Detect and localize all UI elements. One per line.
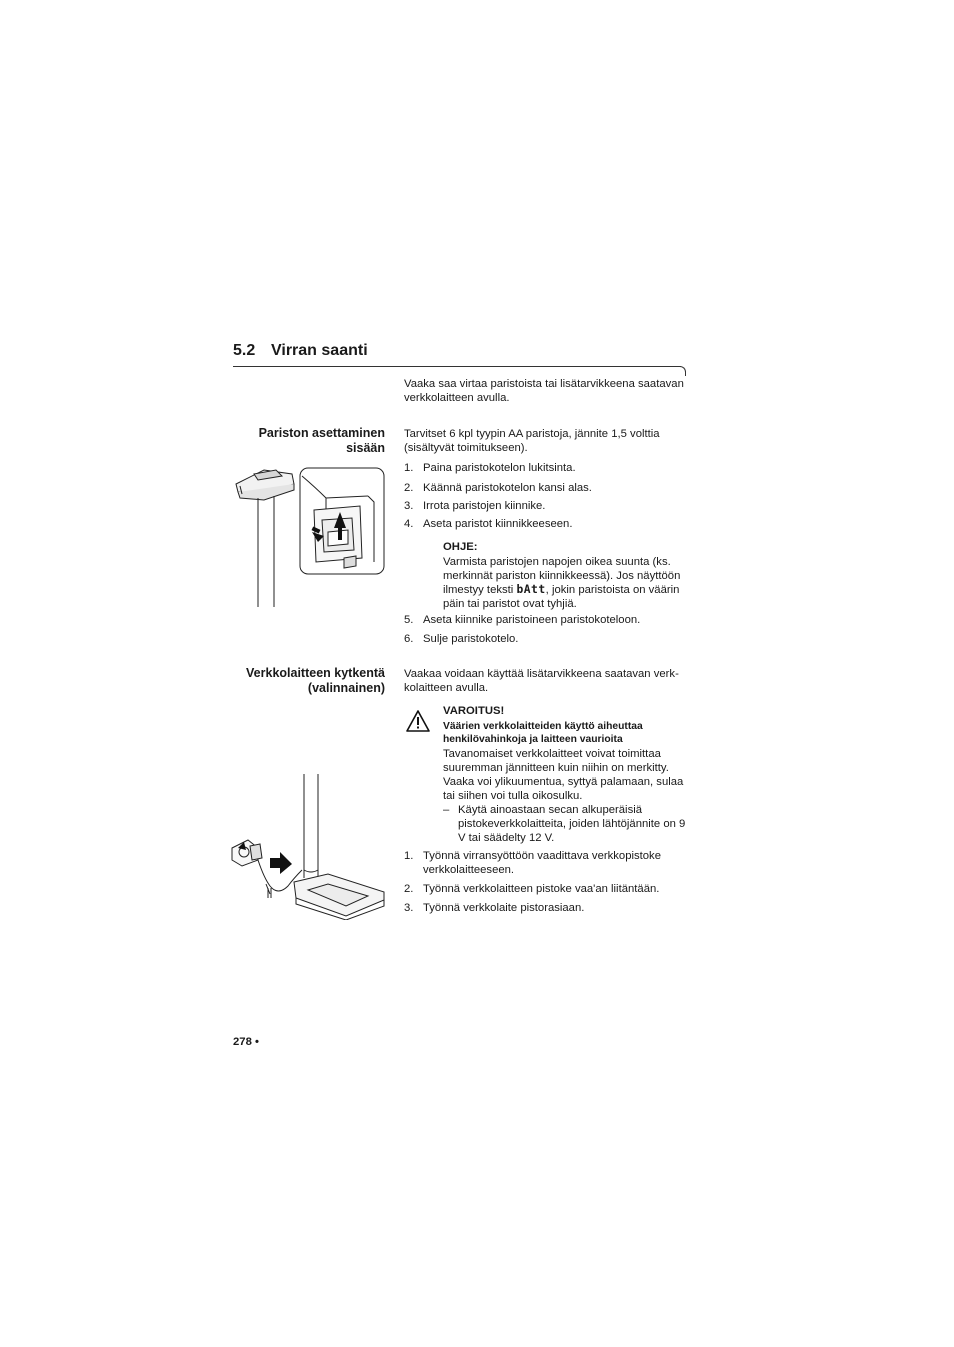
step-text: Työnnä verkkolaitteen pistoke vaa'an liitäntään. xyxy=(423,883,660,895)
section-number: 5.2 xyxy=(233,342,256,359)
adapter-description xyxy=(404,667,679,695)
step-text xyxy=(423,849,661,877)
warning-bullet-line: V tai säädelty 12 V. xyxy=(458,832,555,844)
step-text: Aseta kiinnike paristoineen paristokoteloon. xyxy=(423,614,641,626)
step-text: Paina paristokotelon lukitsinta. xyxy=(423,462,576,474)
step-text: Työnnä verkkolaite pistorasiaan. xyxy=(423,902,585,914)
warning-subheading xyxy=(443,720,693,746)
battery-heading xyxy=(185,426,385,456)
step-number: 2. xyxy=(404,482,414,494)
step-text: Käännä paristokotelon kansi alas. xyxy=(423,482,592,494)
battery-description xyxy=(404,427,660,455)
battery-compartment-illustration xyxy=(228,462,388,610)
step-number: 1. xyxy=(404,850,414,862)
adapter-connection-illustration xyxy=(228,770,390,920)
note-line: Varmista paristojen napojen oikea suunta (ks. xyxy=(443,556,671,568)
adapter-heading xyxy=(165,666,385,696)
step-text-line: verkkolaitteeseen. xyxy=(423,864,515,876)
step-number: 3. xyxy=(404,902,414,914)
adapter-step-1 xyxy=(404,849,694,877)
battery-step-2 xyxy=(404,481,694,495)
note-body xyxy=(443,555,693,611)
note-heading: OHJE: xyxy=(443,541,478,553)
note-line xyxy=(443,583,693,597)
page-number: 278 • xyxy=(233,1036,259,1048)
step-number: 2. xyxy=(404,883,414,895)
adapter-heading-line2: (valinnainen) xyxy=(307,681,385,695)
heading-rule-hook xyxy=(680,366,686,376)
warning-bullet-line: Käytä ainoastaan secan alkuperäisiä xyxy=(458,804,643,816)
warning-body-line: Tavanomaiset verkkolaitteet voivat toimittaa xyxy=(443,748,661,760)
intro-paragraph: Vaaka saa virtaa paristoista tai lisätarvikkeena saatavan verkkolaitteen avulla. xyxy=(404,378,684,404)
battery-step-6 xyxy=(404,632,694,646)
battery-step-4 xyxy=(404,517,694,531)
step-number: 6. xyxy=(404,633,414,645)
adapter-desc-line1: Vaakaa voidaan käyttää lisätarvikkeena saatavan verk- xyxy=(404,668,679,680)
battery-heading-line2: sisään xyxy=(346,441,385,455)
step-text-line: Työnnä virransyöttöön vaadittava verkkopistoke xyxy=(423,850,661,862)
heading-rule xyxy=(233,366,681,367)
battery-step-1 xyxy=(404,461,694,475)
step-text: Irrota paristojen kiinnike. xyxy=(423,500,546,512)
note-line3-pre: ilmestyy teksti xyxy=(443,584,517,596)
adapter-heading-line1: Verkkolaitteen kytkentä xyxy=(246,666,385,680)
step-number: 3. xyxy=(404,500,414,512)
warning-heading: VAROITUS! xyxy=(443,705,505,717)
warning-triangle-icon xyxy=(405,709,431,733)
warning-body-line: Vaaka voi ylikuumentua, syttyä palamaan, sulaa xyxy=(443,776,684,788)
note-line: merkinnät pariston kiinnikkeessä). Jos näyttöön xyxy=(443,570,681,582)
warning-dash: – xyxy=(443,804,450,816)
note-line3-post: , jokin paristoista on väärin xyxy=(545,584,680,596)
adapter-step-2 xyxy=(404,882,694,896)
warning-bullet-line: pistokeverkkolaitteita, joiden lähtöjännite on 9 xyxy=(458,818,686,830)
note-line: päin tai paristot ovat tyhjiä. xyxy=(443,598,577,610)
warning-bullet xyxy=(458,803,698,845)
step-number: 1. xyxy=(404,462,414,474)
warning-body xyxy=(443,747,693,803)
battery-desc-line1: Tarvitset 6 kpl tyypin AA paristoja, jännite 1,5 volttia xyxy=(404,428,660,440)
warning-sub-line: henkilövahinkoja ja laitteen vaurioita xyxy=(443,734,623,745)
step-number: 4. xyxy=(404,518,414,530)
warning-sub-line: Väärien verkkolaitteiden käyttö aiheuttaa xyxy=(443,721,643,732)
step-text: Aseta paristot kiinnikkeeseen. xyxy=(423,518,573,530)
step-number: 5. xyxy=(404,614,414,626)
battery-step-5 xyxy=(404,613,694,627)
battery-desc-line2: (sisältyvät toimitukseen). xyxy=(404,442,528,454)
batt-display-text: bAtt xyxy=(516,583,546,596)
battery-step-3 xyxy=(404,499,694,513)
adapter-desc-line2: kolaitteen avulla. xyxy=(404,682,489,694)
step-text: Sulje paristokotelo. xyxy=(423,633,519,645)
section-title: Virran saanti xyxy=(271,342,368,359)
warning-body-line: suuremman jännitteen kuin niihin on merkitty. xyxy=(443,762,669,774)
warning-body-line: tai siihen voi tulla oikosulku. xyxy=(443,790,583,802)
adapter-step-3 xyxy=(404,901,694,915)
section-heading xyxy=(233,342,368,360)
battery-heading-line1: Pariston asettaminen xyxy=(258,426,385,440)
